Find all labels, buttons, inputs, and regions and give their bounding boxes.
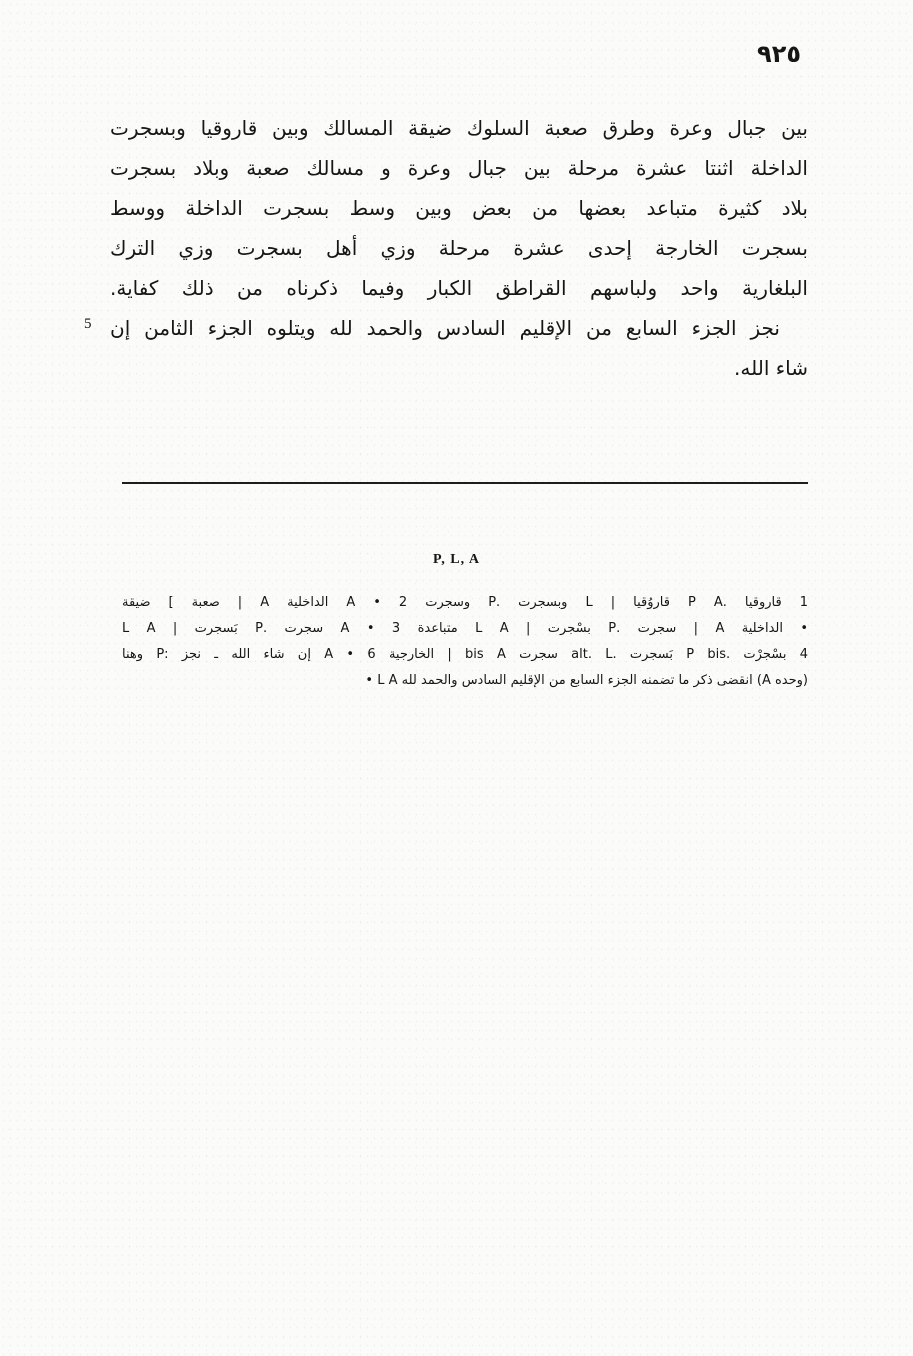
footnote-divider [122, 482, 808, 484]
page-number: ٩٢٥ [757, 40, 801, 68]
margin-line-number: 5 [84, 316, 92, 332]
main-text-block [110, 108, 808, 388]
text-line: بين جبال وعرة وطرق صعبة السلوك ضيقة المسالك وبين قاروقيا وبسجرت [110, 116, 808, 140]
apparatus-line: • L A انقضى ذكر ما تضمنه الجزء السابع من الإقليم السادس والحمد لله (A وحده) [365, 673, 808, 688]
manuscript-sigla: P, L, A [433, 552, 480, 567]
text-line: الداخلة اثنتا عشرة مرحلة بين جبال وعرة و مسالك صعبة وبلاد بسجرت [110, 156, 808, 180]
apparatus-line: • الداخلية A | سجرت .P بسْجرت | L A متباعدة 3 • A سجرت .P بَسجرت | L A [122, 621, 809, 636]
apparatus-line: 4 بسْجرْت .P bis بَسجرت .alt. L سجرت bis A | الخارجية A • 6 إن شاء الله ـ نجز :P وهنا [122, 647, 809, 662]
text-line: البلغارية واحد ولباسهم القراطق الكبار وفيما ذكرناه من ذلك كفاية. [110, 276, 808, 300]
text-line: بلاد كثيرة متباعد بعضها من بعض وبين وسط بسجرت الداخلة ووسط [110, 196, 808, 220]
apparatus-line: 1 قاروقيا .P A قاروُقيا | L وبسجرت .P وسجرت A • 2 الداخلية A | صعبة ] ضيقة [122, 595, 808, 610]
text-line: شاء الله. [734, 356, 808, 380]
critical-apparatus [122, 590, 808, 694]
text-line: بسجرت الخارجة إحدى عشرة مرحلة وزي أهل بسجرت وزي الترك [110, 236, 808, 260]
text-line: نجز الجزء السابع من الإقليم السادس والحمد لله ويتلوه الجزء الثامن إن [110, 316, 780, 340]
